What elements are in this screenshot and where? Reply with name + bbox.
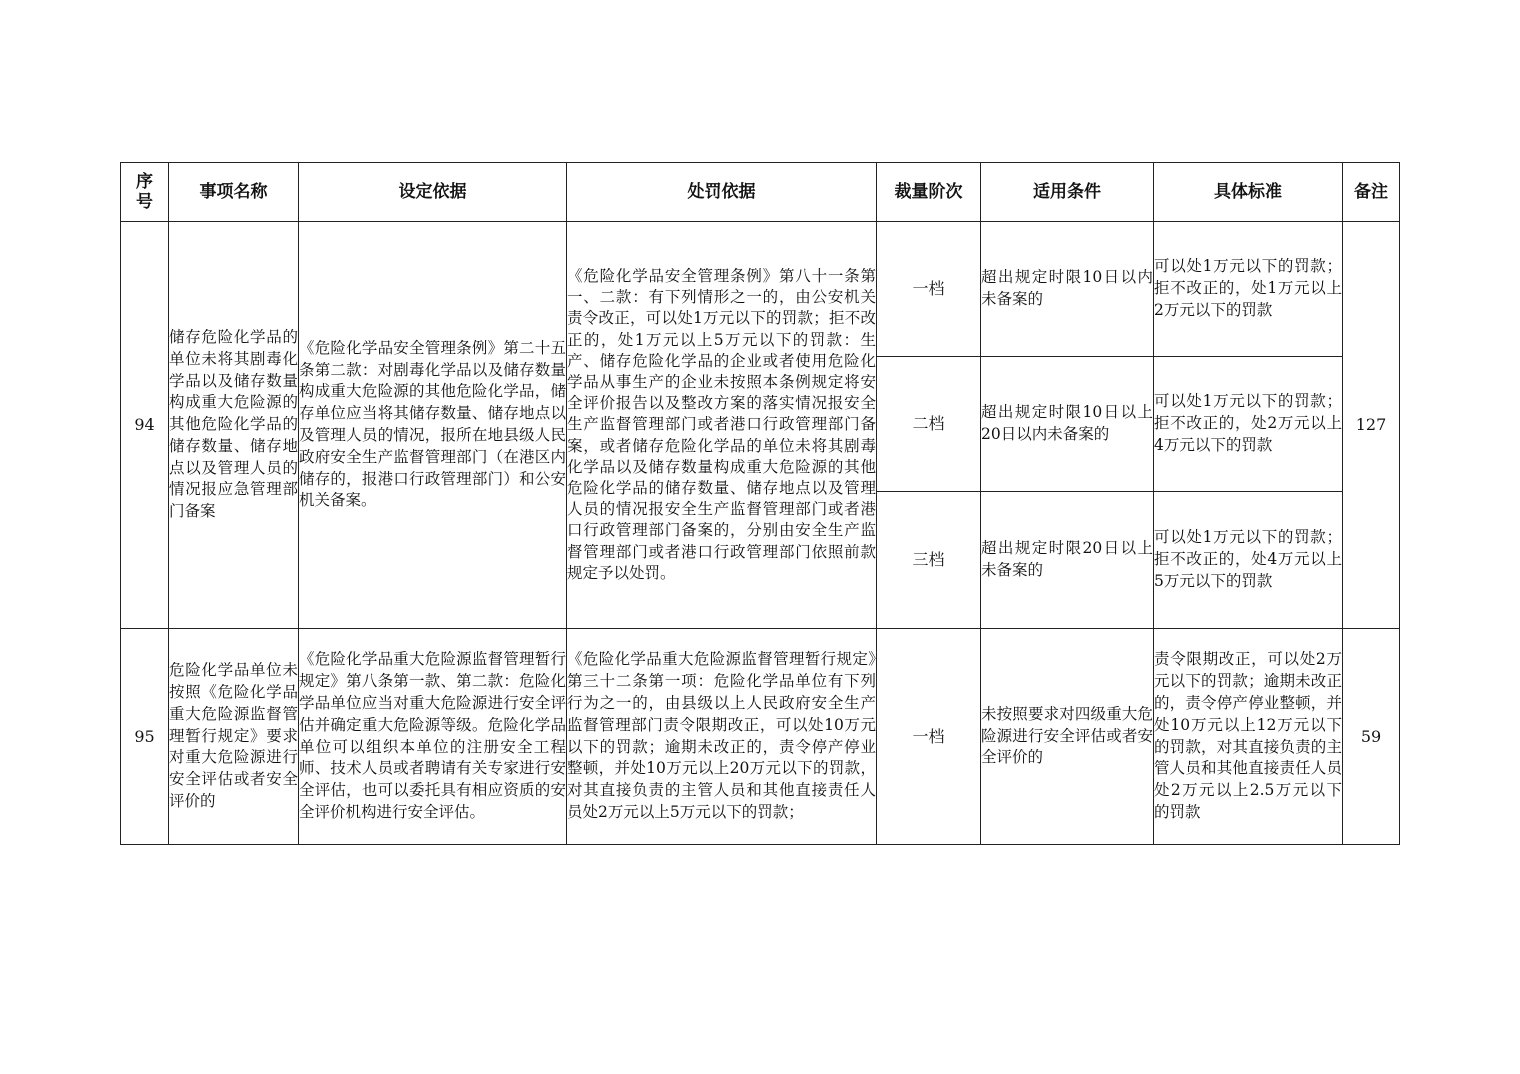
applicable-condition: 超出规定时限20日以上未备案的 [981,492,1154,629]
header-note: 备注 [1343,163,1400,222]
header-standard: 具体标准 [1154,163,1343,222]
header-penalty-basis: 处罚依据 [567,163,877,222]
remark: 127 [1343,222,1400,629]
header-basis: 设定依据 [299,163,567,222]
header-condition: 适用条件 [981,163,1154,222]
tier-level: 三档 [877,492,981,629]
header-no: 序号 [121,163,169,222]
penalty-basis: 《危险化学品重大危险源监督管理暂行规定》第三十二条第一项：危险化学品单位有下列行为之一的，由县级以上人民政府安全生产监督管理部门责令限期改正，可以处10万元以下的罚款；逾期未改正的，责令停产停业整顿，并处10万元以上20万元以下的罚款，对其直接负责的主管人员和其他直接责任人员处2万元以上5万元以下的罚款； [567,629,877,845]
remark: 59 [1343,629,1400,845]
row-number: 95 [121,629,169,845]
tier-level: 二档 [877,357,981,492]
penalty-table [120,162,1400,845]
row-number: 94 [121,222,169,629]
applicable-condition: 超出规定时限10日以上20日以内未备案的 [981,357,1154,492]
tier-level: 一档 [877,222,981,357]
table-row [121,222,1400,357]
table-row [121,629,1400,845]
penalty-basis: 《危险化学品安全管理条例》第八十一条第一、二款：有下列情形之一的，由公安机关责令改正，可以处1万元以下的罚款；拒不改正的，处1万元以上5万元以下的罚款：生产、储存危险化学品的企业或者使用危险化学品从事生产的企业未按照本条例规定将安全评价报告以及整改方案的落实情况报安全生产监督管理部门或者港口行政管理部门备案，或者储存危险化学品的单位未将其剧毒化学品以及储存数量构成重大危险源的其他危险化学品的储存数量、储存地点以及管理人员的情况报安全生产监督管理部门或者港口行政管理部门备案的，分别由安全生产监督管理部门或者港口行政管理部门依照前款规定予以处罚。 [567,222,877,629]
applicable-condition: 超出规定时限10日以内未备案的 [981,222,1154,357]
header-row [121,163,1400,222]
header-name: 事项名称 [169,163,299,222]
item-name: 储存危险化学品的单位未将其剧毒化学品以及储存数量构成重大危险源的其他危险化学品的储存数量、储存地点以及管理人员的情况报应急管理部门备案 [169,222,299,629]
tier-level: 一档 [877,629,981,845]
specific-standard: 可以处1万元以下的罚款；拒不改正的，处4万元以上5万元以下的罚款 [1154,492,1343,629]
applicable-condition: 未按照要求对四级重大危险源进行安全评估或者安全评价的 [981,629,1154,845]
specific-standard: 可以处1万元以下的罚款；拒不改正的，处2万元以上4万元以下的罚款 [1154,357,1343,492]
setting-basis: 《危险化学品重大危险源监督管理暂行规定》第八条第一款、第二款：危险化学品单位应当对重大危险源进行安全评估并确定重大危险源等级。危险化学品单位可以组织本单位的注册安全工程师、技术人员或者聘请有关专家进行安全评估，也可以委托具有相应资质的安全评价机构进行安全评估。 [299,629,567,845]
setting-basis: 《危险化学品安全管理条例》第二十五条第二款：对剧毒化学品以及储存数量构成重大危险源的其他危险化学品，储存单位应当将其储存数量、储存地点以及管理人员的情况，报所在地县级人民政府安全生产监督管理部门（在港区内储存的，报港口行政管理部门）和公安机关备案。 [299,222,567,629]
item-name: 危险化学品单位未按照《危险化学品重大危险源监督管理暂行规定》要求对重大危险源进行安全评估或者安全评价的 [169,629,299,845]
specific-standard: 可以处1万元以下的罚款；拒不改正的，处1万元以上2万元以下的罚款 [1154,222,1343,357]
specific-standard: 责令限期改正，可以处2万元以下的罚款；逾期未改正的，责令停产停业整顿，并处10万元以上12万元以下的罚款，对其直接负责的主管人员和其他直接责任人员处2万元以上2.5万元以下的罚款 [1154,629,1343,845]
header-tier: 裁量阶次 [877,163,981,222]
